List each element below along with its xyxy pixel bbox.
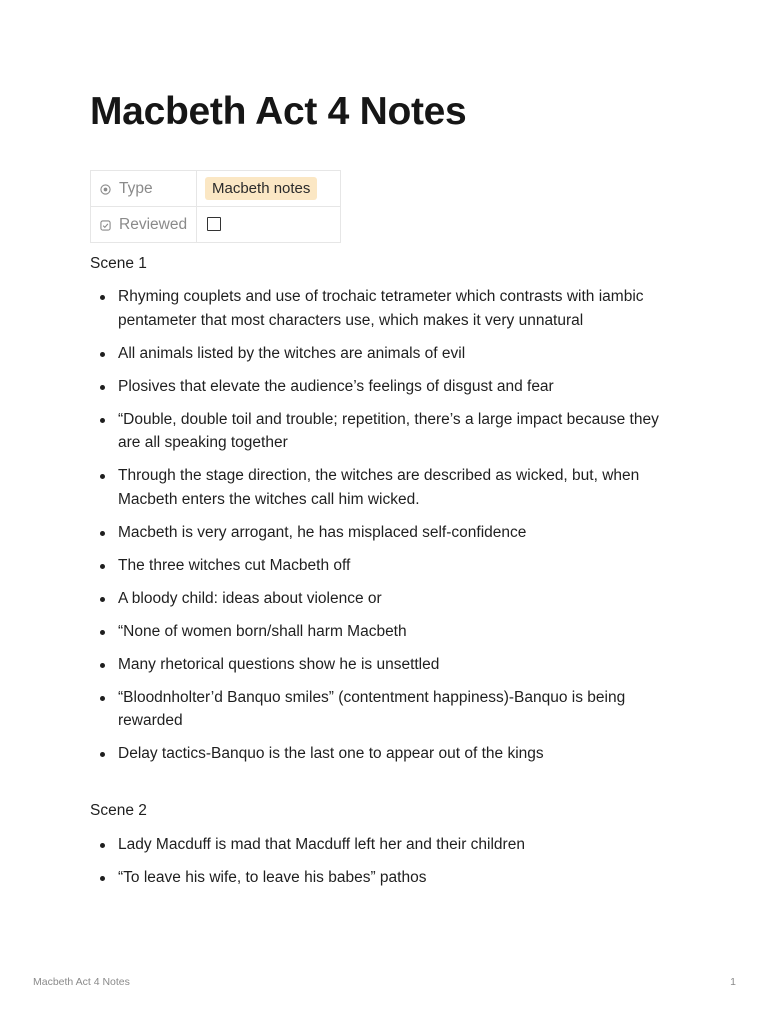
properties-table xyxy=(90,170,341,243)
list-item: Many rhetorical questions show he is unsettled xyxy=(90,653,675,677)
property-value-reviewed xyxy=(197,207,341,243)
scene-heading-1: Scene 1 xyxy=(90,255,147,272)
list-item: “Bloodnholter’d Banquo smiles” (contentment happiness)-Banquo is being rewarded xyxy=(90,686,675,733)
type-tag[interactable]: Macbeth notes xyxy=(205,177,317,200)
property-key-reviewed xyxy=(91,207,197,243)
scene-heading-2: Scene 2 xyxy=(90,802,147,819)
target-icon xyxy=(100,184,111,195)
list-item: The three witches cut Macbeth off xyxy=(90,554,675,578)
list-item: A bloody child: ideas about violence or xyxy=(90,587,675,611)
property-label-reviewed: Reviewed xyxy=(119,215,188,233)
list-item: Lady Macduff is mad that Macduff left her and their children xyxy=(90,833,675,857)
list-item: Plosives that elevate the audience’s feelings of disgust and fear xyxy=(90,375,675,399)
property-key-type xyxy=(91,171,197,207)
footer-page-number: 1 xyxy=(730,976,736,988)
property-row-reviewed xyxy=(91,207,341,243)
list-item: Through the stage direction, the witches are described as wicked, but, when Macbeth enters the witches call him wicked. xyxy=(90,464,675,511)
property-row-type xyxy=(91,171,341,207)
scene-1-notes-list xyxy=(90,285,675,775)
list-item: Rhyming couplets and use of trochaic tetrameter which contrasts with iambic pentameter that most characters use, which makes it very unnatural xyxy=(90,285,675,332)
footer-title: Macbeth Act 4 Notes xyxy=(33,976,130,988)
list-item: Macbeth is very arrogant, he has misplaced self-confidence xyxy=(90,521,675,545)
page-title: Macbeth Act 4 Notes xyxy=(90,90,467,133)
property-label-type: Type xyxy=(119,179,153,197)
list-item: All animals listed by the witches are animals of evil xyxy=(90,342,675,366)
property-value-type[interactable] xyxy=(197,171,341,207)
scene-2-notes-list xyxy=(90,833,675,899)
list-item: “None of women born/shall harm Macbeth xyxy=(90,620,675,644)
reviewed-checkbox[interactable] xyxy=(207,217,221,231)
checkbox-icon xyxy=(100,220,111,231)
list-item: “Double, double toil and trouble; repetition, there’s a large impact because they are all speaking together xyxy=(90,408,675,455)
list-item: “To leave his wife, to leave his babes” pathos xyxy=(90,866,675,890)
list-item: Delay tactics-Banquo is the last one to appear out of the kings xyxy=(90,742,675,766)
